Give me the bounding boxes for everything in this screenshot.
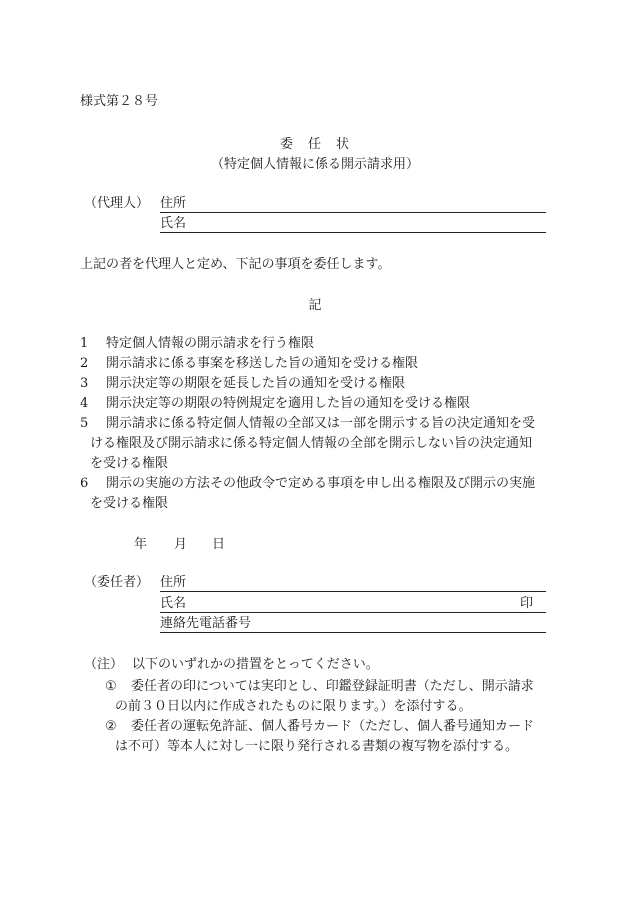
document-subtitle: （特定個人情報に係る開示請求用） — [210, 157, 419, 172]
list-item: 6 開示の実施の方法その他政令で定める事項を申し出る権限及び開示の実施 を受ける権限 — [80, 476, 536, 511]
principal-phone-label: 連絡先電話番号 — [160, 616, 252, 631]
document-title: 委 任 状 — [279, 137, 350, 152]
agent-address-label: 住所 — [160, 196, 187, 211]
list-item: 3 開示決定等の期限を延長した旨の通知を受ける権限 — [80, 376, 406, 391]
delegation-statement: 上記の者を代理人と定め、下記の事項を委任します。 — [80, 257, 391, 272]
note-intro: 以下のいずれかの措置をとってください。 — [132, 657, 379, 672]
date-year: 年 — [134, 537, 148, 552]
note-label: （注） — [84, 657, 124, 672]
principal-name-label: 氏名 — [160, 596, 187, 611]
note-item: ② 委任者の運転免許証、個人番号カード（ただし、個人番号通知カード は不可）等本人に対し一に限り発行される書類の複写物を添付する。 — [105, 719, 535, 754]
seal-mark: 印 — [520, 596, 534, 611]
agent-address-line — [160, 212, 546, 213]
delegated-items-list — [80, 334, 552, 514]
principal-phone-line — [160, 632, 546, 633]
list-item: 1 特定個人情報の開示請求を行う権限 — [80, 336, 315, 351]
list-item: 2 開示請求に係る事案を移送した旨の通知を受ける権限 — [80, 356, 419, 371]
date-day: 日 — [212, 537, 226, 552]
date-month: 月 — [174, 537, 188, 552]
ki-heading: 記 — [308, 298, 322, 313]
agent-name-line — [160, 232, 546, 233]
agent-label: （代理人） — [84, 196, 150, 211]
principal-address-label: 住所 — [160, 575, 187, 590]
principal-name-line — [160, 612, 546, 613]
list-item: 5 開示請求に係る特定個人情報の全部又は一部を開示する旨の決定通知を受 ける権限及び開示請求に係る特定個人情報の全部を開示しない旨の決定通知 を受ける権限 — [80, 416, 536, 471]
note-item: ① 委任者の印については実印とし、印鑑登録証明書（ただし、開示請求 の前３０日以内に作成されたものに限ります。）を添付する。 — [105, 679, 534, 714]
principal-address-line — [160, 591, 546, 592]
agent-name-label: 氏名 — [160, 216, 187, 231]
note-items — [105, 677, 557, 757]
form-number: 様式第２８号 — [80, 94, 159, 109]
list-item: 4 開示決定等の期限の特例規定を適用した旨の通知を受ける権限 — [80, 396, 471, 411]
principal-label: （委任者） — [84, 575, 150, 590]
